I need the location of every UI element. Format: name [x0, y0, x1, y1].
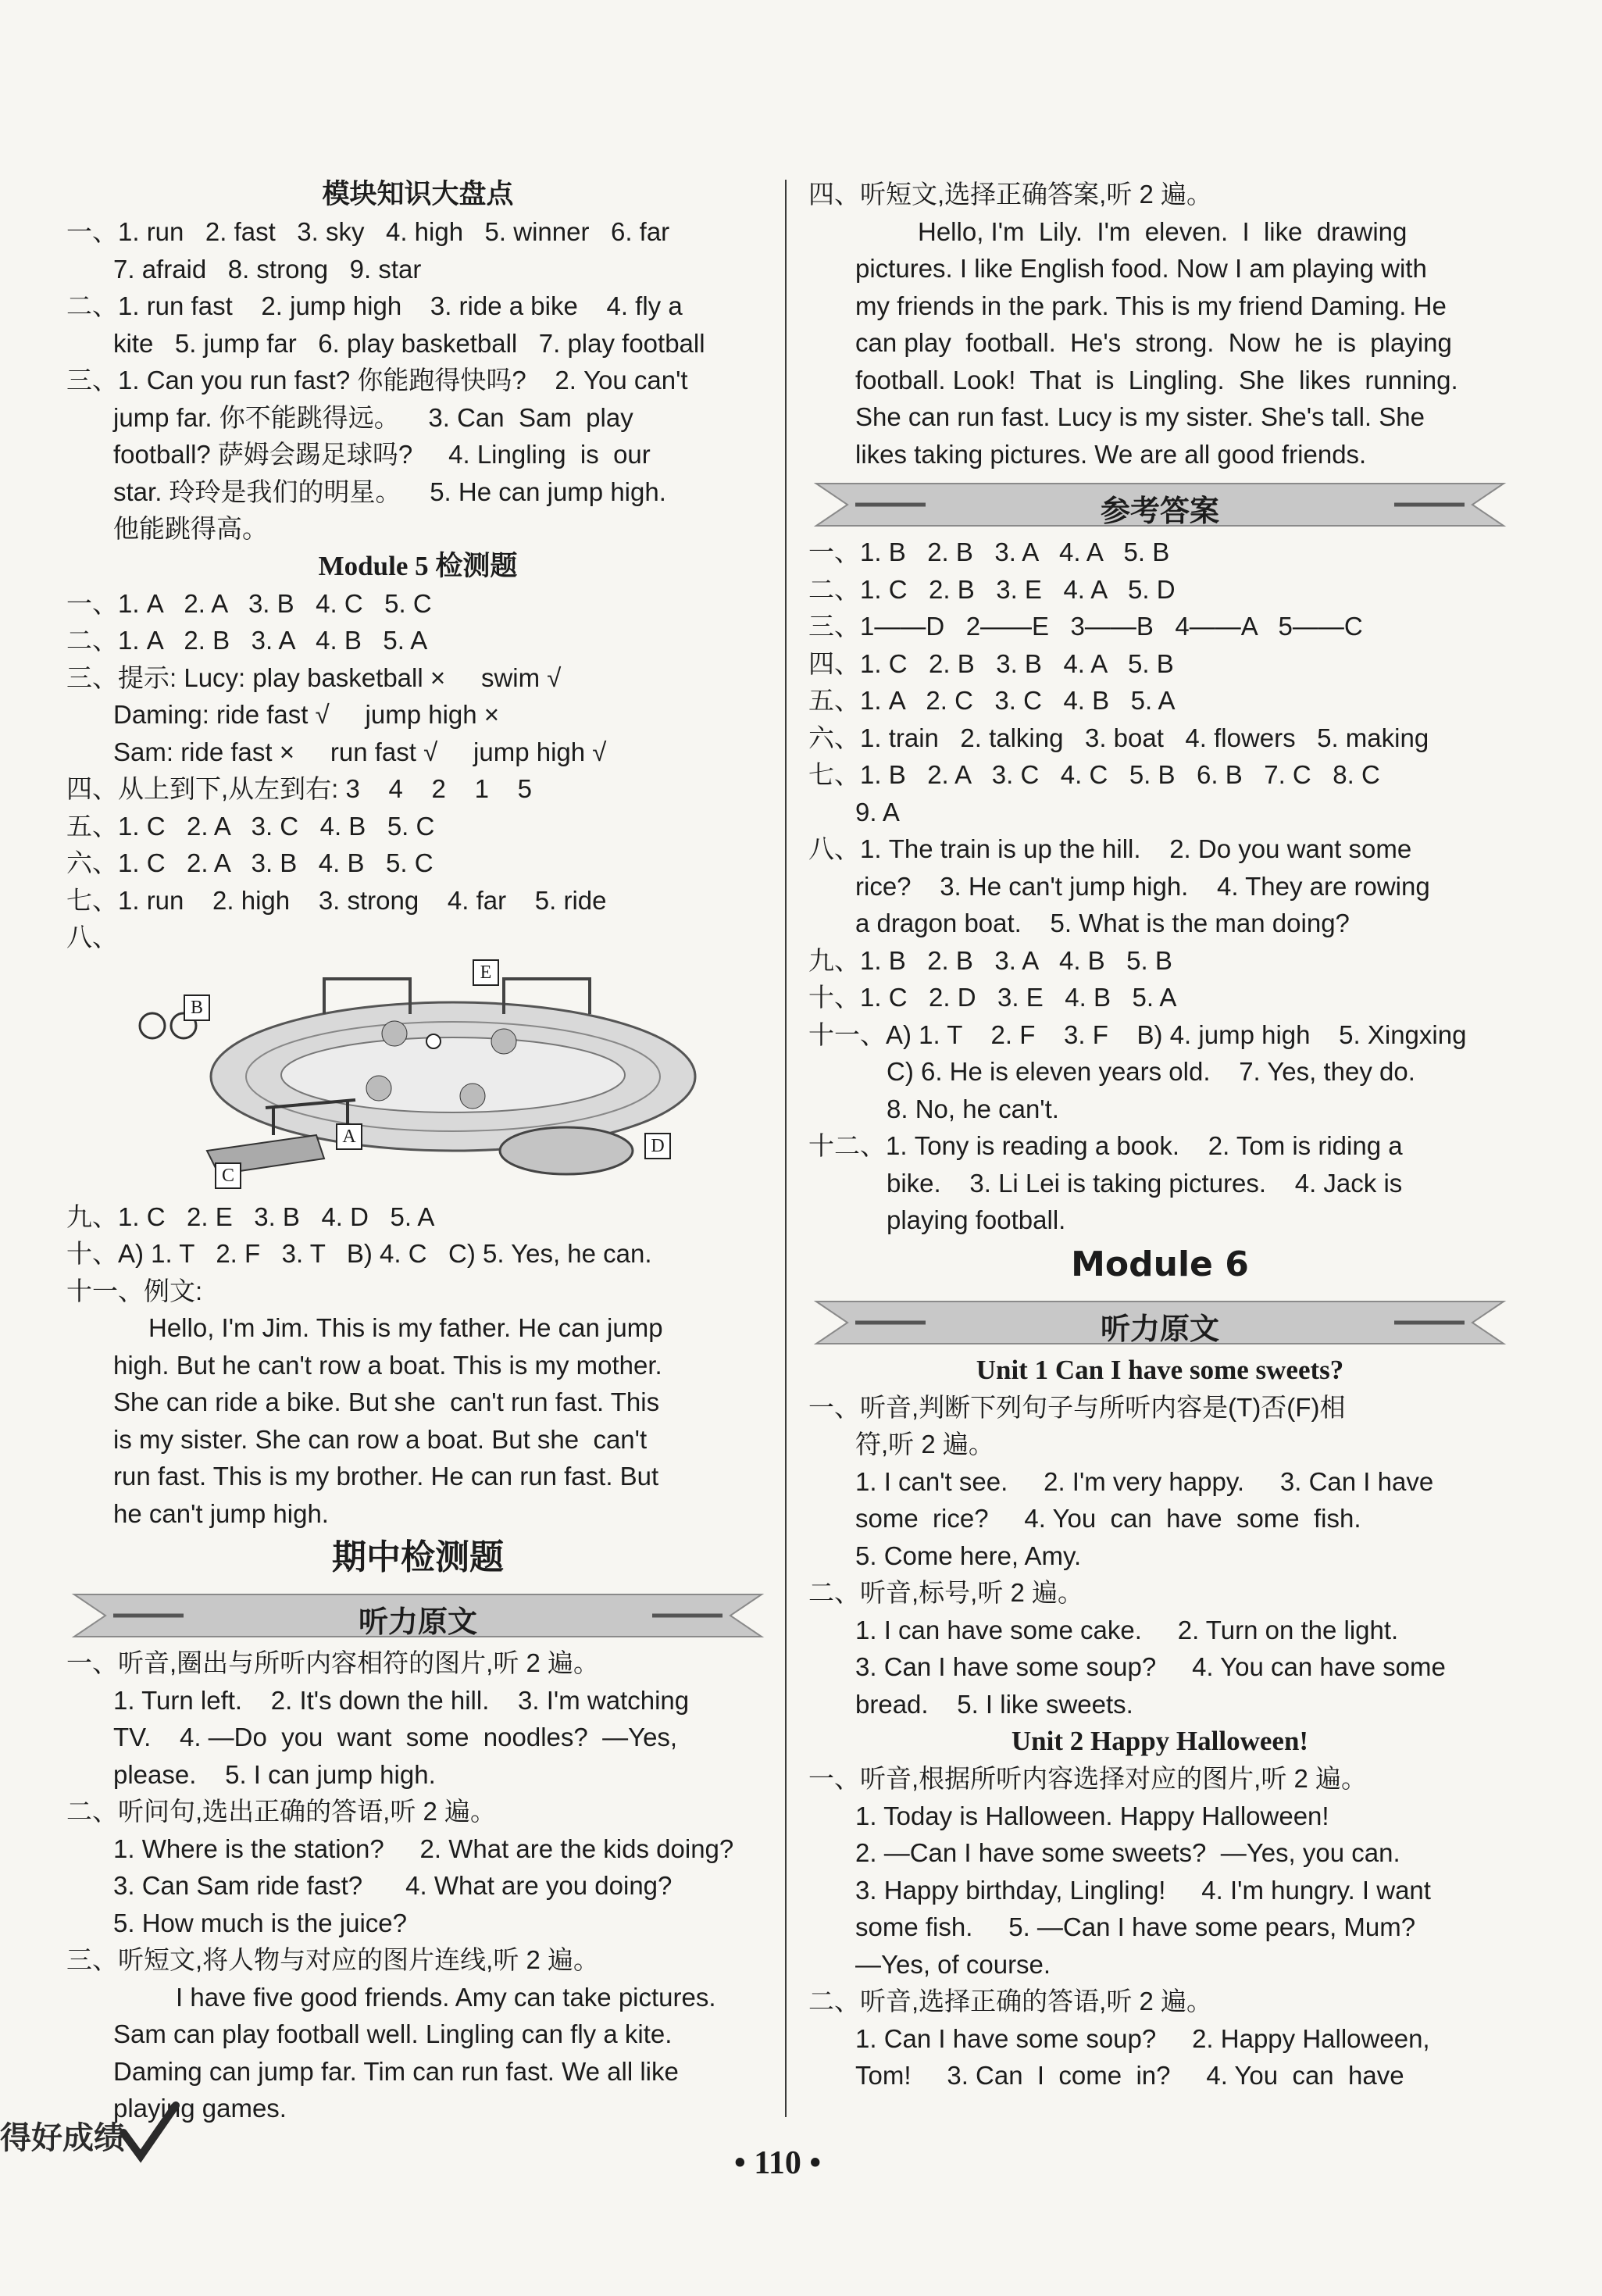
- essay-line: She can ride a bike. But she can't run fast. This: [113, 1387, 660, 1416]
- text-line: 1. I can have some cake. 2. Turn on the light.: [855, 1615, 1399, 1644]
- text-line: 二、听音,选择正确的答语,听 2 遍。: [808, 1987, 1213, 2016]
- picture-label: A: [336, 1123, 362, 1150]
- unit1-listening: [808, 1389, 1511, 1723]
- answer-line: 三、1. Can you run fast? 你能跑得快吗? 2. You can't: [66, 366, 688, 395]
- text-line: 3. Can I have some soup? 4. You can have some: [855, 1652, 1446, 1681]
- answer-line: rice? 3. He can't jump high. 4. They are rowing: [855, 871, 1430, 901]
- answer-line: 十、A) 1. T 2. F 3. T B) 4. C C) 5. Yes, he can.: [66, 1239, 652, 1268]
- text-line: 1. I can't see. 2. I'm very happy. 3. Can I have: [855, 1466, 1434, 1496]
- answer-line: 十二、1. Tony is reading a book. 2. Tom is riding a: [808, 1131, 1403, 1160]
- module5-answers-cont: [66, 1198, 769, 1310]
- answer-line: 五、1. C 2. A 3. C 4. B 5. C: [66, 811, 435, 841]
- section-heading: Module 5 检测题: [318, 550, 518, 581]
- text-line: Sam can play football well. Lingling can fly a kite.: [113, 2019, 673, 2048]
- sample-essay: [66, 1309, 769, 1532]
- answer-line: 十、1. C 2. D 3. E 4. B 5. A: [808, 983, 1177, 1012]
- unit2-listening: [808, 1760, 1511, 2094]
- column-divider: [785, 180, 787, 2117]
- answer-line: playing football.: [887, 1205, 1066, 1234]
- text-line: —Yes, of course.: [855, 1949, 1051, 1979]
- text-line: 3. Happy birthday, Lingling! 4. I'm hungry. I want: [855, 1875, 1431, 1905]
- unit-heading: Unit 1 Can I have some sweets?: [976, 1354, 1344, 1385]
- text-line: can play football. He's strong. Now he is playing: [855, 328, 1452, 357]
- text-line: 1. Today is Halloween. Happy Halloween!: [855, 1801, 1329, 1830]
- text-line: 5. Come here, Amy.: [855, 1541, 1082, 1570]
- answer-line: 四、从上到下,从左到右: 3 4 2 1 5: [66, 774, 532, 803]
- answer-line: jump far. 你不能跳得远。 3. Can Sam play: [113, 402, 633, 432]
- midterm-listening: [66, 1644, 769, 2127]
- answer-line: 一、1. run 2. fast 3. sky 4. high 5. winner 6. far: [66, 217, 670, 246]
- text-line: Daming can jump far. Tim can run fast. We all like: [113, 2056, 679, 2086]
- answer-line: 三、提示: Lucy: play basketball × swim √: [66, 662, 562, 692]
- text-line: Tom! 3. Can I come in? 4. You can have: [855, 2061, 1404, 2090]
- text-line: pictures. I like English food. Now I am playing with: [855, 254, 1427, 283]
- answer-line: 一、1. B 2. B 3. A 4. A 5. B: [808, 537, 1170, 566]
- knowledge-answers: [66, 213, 769, 548]
- answer-line: 二、1. run fast 2. jump high 3. ride a bike 4. fly a: [66, 291, 683, 320]
- right-column: [808, 176, 1511, 2094]
- text-line: football. Look! That is Lingling. She likes running.: [855, 365, 1458, 395]
- answer-line: 十一、例文:: [66, 1276, 203, 1305]
- text-line: 四、听短文,选择正确答案,听 2 遍。: [808, 180, 1213, 209]
- unit-heading: Unit 2 Happy Halloween!: [1011, 1726, 1309, 1756]
- text-line: playing games.: [113, 2094, 287, 2123]
- text-line: 三、听短文,将人物与对应的图片连线,听 2 遍。: [66, 1945, 600, 1974]
- answer-line: bike. 3. Li Lei is taking pictures. 4. Jack is: [887, 1168, 1403, 1198]
- banner-title: 听力原文: [1100, 1311, 1219, 1346]
- section-banner: [808, 477, 1511, 532]
- picture-label: C: [215, 1162, 241, 1189]
- answer-line: football? 萨姆会踢足球吗? 4. Lingling is our: [113, 440, 651, 469]
- text-line: 二、听音,标号,听 2 遍。: [808, 1578, 1084, 1607]
- banner-title: 参考答案: [1100, 494, 1219, 528]
- answer-line: 7. afraid 8. strong 9. star: [113, 254, 422, 284]
- checkmark-icon: [117, 2101, 180, 2164]
- text-line: 一、听音,根据所听内容选择对应的图片,听 2 遍。: [808, 1764, 1368, 1793]
- text-line: my friends in the park. This is my friend Daming. He: [855, 291, 1447, 320]
- essay-line: is my sister. She can row a boat. But she can't: [113, 1424, 648, 1454]
- answer-line: star. 玲玲是我们的明星。 5. He can jump high.: [113, 477, 666, 506]
- answer-line: 二、1. A 2. B 3. A 4. B 5. A: [66, 626, 428, 655]
- text-line: 1. Can I have some soup? 2. Happy Halloween,: [855, 2023, 1430, 2053]
- text-line: I have five good friends. Amy can take pictures.: [176, 1982, 716, 2012]
- essay-line: he can't jump high.: [113, 1498, 329, 1528]
- text-line: 1. Where is the station? 2. What are the kids doing?: [113, 1834, 734, 1863]
- essay-line: Hello, I'm Jim. This is my father. He can jump: [148, 1313, 663, 1342]
- essay-line: high. But he can't row a boat. This is my mother.: [113, 1350, 662, 1380]
- text-line: some rice? 4. You can have some fish.: [855, 1504, 1361, 1533]
- answer-line: 六、1. train 2. talking 3. boat 4. flowers 5. making: [808, 723, 1429, 752]
- picture-label: E: [473, 959, 499, 986]
- text-line: 符,听 2 遍。: [855, 1430, 994, 1459]
- page-number: • 110 •: [734, 2145, 822, 2181]
- story-passage: [808, 213, 1511, 473]
- text-line: 3. Can Sam ride fast? 4. What are you doing?: [113, 1871, 673, 1900]
- brand-logo-text: 得好成绩: [0, 2120, 125, 2156]
- answer-line: kite 5. jump far 6. play basketball 7. play football: [113, 328, 705, 358]
- section-heading: 期中检测题: [332, 1537, 504, 1577]
- answer-line: 九、1. C 2. E 3. B 4. D 5. A: [66, 1202, 435, 1231]
- answer-line: C) 6. He is eleven years old. 7. Yes, they do.: [887, 1057, 1415, 1086]
- text-line: TV. 4. —Do you want some noodles? —Yes,: [113, 1723, 678, 1751]
- banner-title: 听力原文: [358, 1605, 477, 1639]
- text-line: 2. —Can I have some sweets? —Yes, you can.: [855, 1838, 1400, 1867]
- section-banner: [66, 1588, 769, 1643]
- text-line: please. 5. I can jump high.: [113, 1759, 436, 1789]
- answer-line: 六、1. C 2. A 3. B 4. B 5. C: [66, 848, 434, 877]
- section-banner: [808, 1295, 1511, 1350]
- text-line: some fish. 5. —Can I have some pears, Mum?: [855, 1912, 1416, 1941]
- answer-line: a dragon boat. 5. What is the man doing?: [855, 909, 1350, 937]
- answer-key: [808, 534, 1511, 1239]
- text-line: 5. How much is the juice?: [113, 1908, 408, 1937]
- answer-line: 五、1. A 2. C 3. C 4. B 5. A: [808, 686, 1176, 715]
- answer-line: 一、1. A 2. A 3. B 4. C 5. C: [66, 588, 432, 618]
- playground-illustration: [66, 959, 769, 1194]
- answer-line: 十一、A) 1. T 2. F 3. F B) 4. jump high 5. Xingxing: [808, 1019, 1467, 1049]
- answer-line: 七、1. run 2. high 3. strong 4. far 5. ride: [66, 885, 607, 915]
- text-line: 二、听问句,选出正确的答语,听 2 遍。: [66, 1797, 497, 1826]
- text-line: likes taking pictures. We are all good friends.: [855, 439, 1367, 469]
- answer-line: 九、1. B 2. B 3. A 4. B 5. B: [808, 945, 1172, 975]
- answer-line: 八、: [66, 923, 118, 952]
- answer-line: 8. No, he can't.: [887, 1094, 1059, 1123]
- answer-line: 他能跳得高。: [113, 514, 268, 543]
- text-line: She can run fast. Lucy is my sister. She's tall. She: [855, 402, 1425, 431]
- section-heading: 模块知识大盘点: [322, 179, 514, 209]
- answer-line: 七、1. B 2. A 3. C 4. C 5. B 6. B 7. C 8. C: [808, 760, 1380, 789]
- picture-label: B: [184, 994, 210, 1021]
- left-column: [66, 176, 769, 2127]
- answer-line: 八、1. The train is up the hill. 2. Do you want some: [808, 834, 1412, 863]
- answer-line: Daming: ride fast √ jump high ×: [113, 700, 500, 729]
- picture-label: D: [644, 1133, 671, 1159]
- text-line: Hello, I'm Lily. I'm eleven. I like drawing: [918, 216, 1408, 246]
- answer-line: 9. A: [855, 797, 900, 827]
- answer-line: 三、1——D 2——E 3——B 4——A 5——C: [808, 612, 1363, 641]
- text-line: 一、听音,圈出与所听内容相符的图片,听 2 遍。: [66, 1648, 600, 1677]
- answer-line: 二、1. C 2. B 3. E 4. A 5. D: [808, 574, 1176, 604]
- answer-line: 四、1. C 2. B 3. B 4. A 5. B: [808, 648, 1174, 678]
- text-line: bread. 5. I like sweets.: [855, 1689, 1133, 1719]
- module5-answers: [66, 585, 769, 956]
- text-line: 1. Turn left. 2. It's down the hill. 3. I'm watching: [113, 1685, 690, 1715]
- essay-line: run fast. This is my brother. He can run fast. But: [113, 1462, 659, 1491]
- answer-line: Sam: ride fast × run fast √ jump high √: [113, 737, 607, 766]
- text-line: 一、听音,判断下列句子与所听内容是(T)否(F)相: [808, 1392, 1346, 1422]
- module-heading: Module 6: [1071, 1244, 1249, 1284]
